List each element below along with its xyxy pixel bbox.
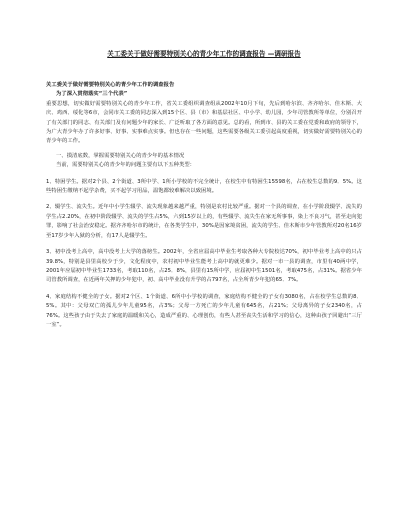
- item-4-paragraph: 4、家庭结构不健全的子女。据对2个区、1个街道、6所中小学校的调查，家庭结构不健全的子女有3080名，占在校学生总数的8．5%。其中：父母双亡的孤儿少年儿童95名，占3%；父母一方死亡的少年儿童有645名，占21%；父母离异的子女2340名，占76%。这些孩子由于失去了家庭的温暖和关心，造成严重的、心理创伤，有些人甚至丧失生活和学习的信心，这种由孩子回避出“三厅一室”。: [46, 293, 362, 328]
- intro-paragraph: 重要思想，切实做好需要特别关心的青少年工作，省关工委组织调查组从2002年10月下旬，先后到哈尔滨、齐齐哈尔、佳木斯、大庆、鸡西、绥化等6市，会同市关工委的同志深入到15个区、县（市）和基层社区、中小学、幼儿园，少年司管教所等单位，分别召开了有关部门的同志、有关部门及有问题少年的家长、广泛听取了各方面的意见。总的看，所到市、县的关工委在党委和政府的领导下，为广大青少年办了许多好事、好事、实事难点实事。但也存在一些问题，这些需要各级关工委引起高度重视，切实做好需要特别关心的青少年的工作。: [46, 100, 362, 145]
- section-one-heading: 一、摸清底数，掌握需要特别关心的青少年的基本情况: [56, 152, 185, 159]
- document-title: 关工委关于做好需要特别关心的青少年工作的调查报告 —调研报告: [107, 50, 301, 58]
- intro-line: 为了深入贯彻落实“三个代表”: [56, 91, 128, 98]
- item-2-paragraph: 2、辍学生、流失生。近年中小学生辍学、流失现象越来越严重，特别是农村比较严重。据对一个县的调查，在小学阶段辍学、流失的学生占2.20%，在初中阶段辍学、流失的学生占5%，六到15岁以上的，有些辍学、流失生在家无所事事，染上不良习气，甚至走向犯罪，影响了社会治安稳定。据齐齐哈尔市的统计，在各类学生中，30%是因家境贫困，流失的学生、佳木斯市少年管教所对20名16岁至17岁少年入狱的分析，有17人是辍学生。: [46, 204, 362, 239]
- item-3-paragraph: 3、初中没考上高中，高中没考上大学的落榜生。2002年，全省应届高中毕业生考取各种大专院校达70%，初中毕业考上高中的只占39.8%，特别是县里高校少于少，文化程度中，农村初中毕业生能考上高中的就更难少。据对一市一县的调查，市里有40两中学，2001年应届初中毕业生1733名，考取110名，占25．8%，县里有15所中学，应届初中生1501名，考取475名，占31%。据省少年司管教所调查，在近两年关押的少年犯中，初、高中毕业没有升学的占797名，占全所青少年犯的65．7%。: [46, 249, 362, 284]
- section-heading: 关工委关于做好需要特别关心的青少年工作的调查报告: [46, 82, 175, 88]
- item-1-paragraph: 1、特困学生。据对2个县、2个街道、3所中学、1所小学校的不完全统计，在校生中有特困生15598名，占在校生总数的9．5%。这些特困生缴纳不起学杂费，买不起学习用品，温饱都较难解决以致困境。: [46, 178, 362, 195]
- document-body: [46, 81, 362, 330]
- section-one-lead: 当前，需要特别关心的青少年的问题主要有以下五种类型：: [56, 162, 196, 169]
